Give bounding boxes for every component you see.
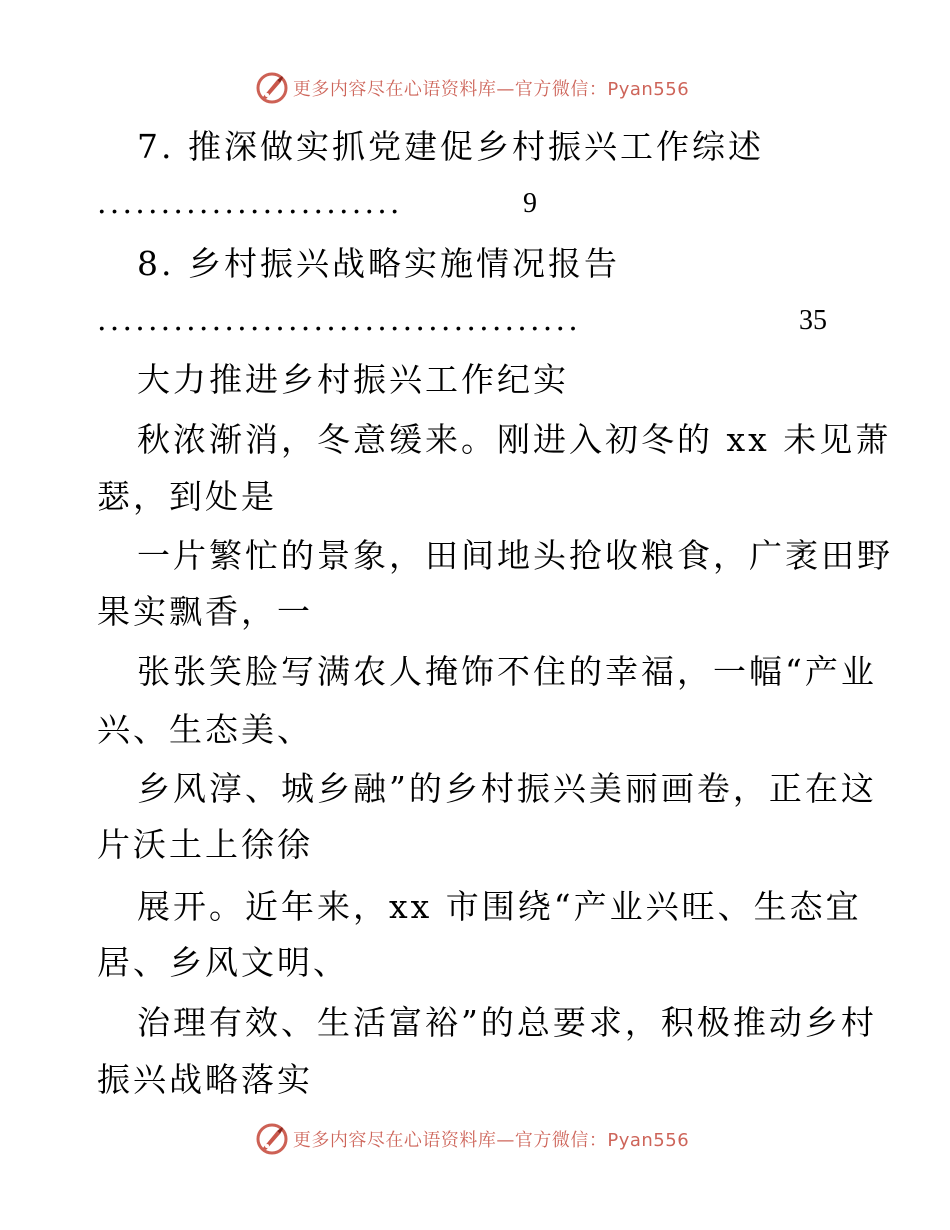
body-line: 一片繁忙的景象，田间地头抢收粮食，广袤田野 <box>137 536 893 575</box>
toc-item-8-leader-dots: ...................................... <box>97 303 581 338</box>
quill-pen-logo-icon <box>255 1122 289 1156</box>
body-line: 乡风淳、城乡融”的乡村振兴美丽画卷，正在这 <box>137 769 877 808</box>
body-line: 展开。近年来，xx 市围绕“产业兴旺、生态宜 <box>137 887 862 926</box>
body-line: 果实飘香，一 <box>97 592 313 631</box>
body-line: 张张笑脸写满农人掩饰不住的幸福，一幅“产业 <box>137 652 877 691</box>
toc-item-7-label: 7. 推深做实抓党建促乡村振兴工作综述 <box>137 127 764 166</box>
header-watermark-banner <box>0 70 950 106</box>
watermark-text: 更多内容尽在心语资料库—官方微信：Pyan556 <box>292 79 690 100</box>
toc-item-8-label: 8. 乡村振兴战略实施情况报告 <box>137 244 620 283</box>
footer-watermark-banner <box>0 1121 950 1157</box>
body-line: 居、乡风文明、 <box>97 943 349 982</box>
toc-item-8-page-number: 35 <box>799 305 827 336</box>
body-line: 治理有效、生活富裕”的总要求，积极推动乡村 <box>137 1003 877 1042</box>
watermark-text: 更多内容尽在心语资料库—官方微信：Pyan556 <box>292 1130 690 1151</box>
body-line: 兴、生态美、 <box>97 710 313 749</box>
body-line: 瑟，到处是 <box>97 477 277 516</box>
header-watermark <box>255 71 689 105</box>
body-line: 片沃土上徐徐 <box>97 825 313 864</box>
body-line: 秋浓渐消，冬意缓来。刚进入初冬的 xx 未见萧 <box>137 420 892 459</box>
toc-item-7-leader-dots: ........................ <box>97 186 403 221</box>
toc-item-7-page-number: 9 <box>523 188 537 219</box>
quill-pen-logo-icon <box>255 71 289 105</box>
footer-watermark <box>255 1122 689 1156</box>
body-line: 振兴战略落实 <box>97 1060 313 1099</box>
article-title: 大力推进乡村振兴工作纪实 <box>137 360 569 399</box>
